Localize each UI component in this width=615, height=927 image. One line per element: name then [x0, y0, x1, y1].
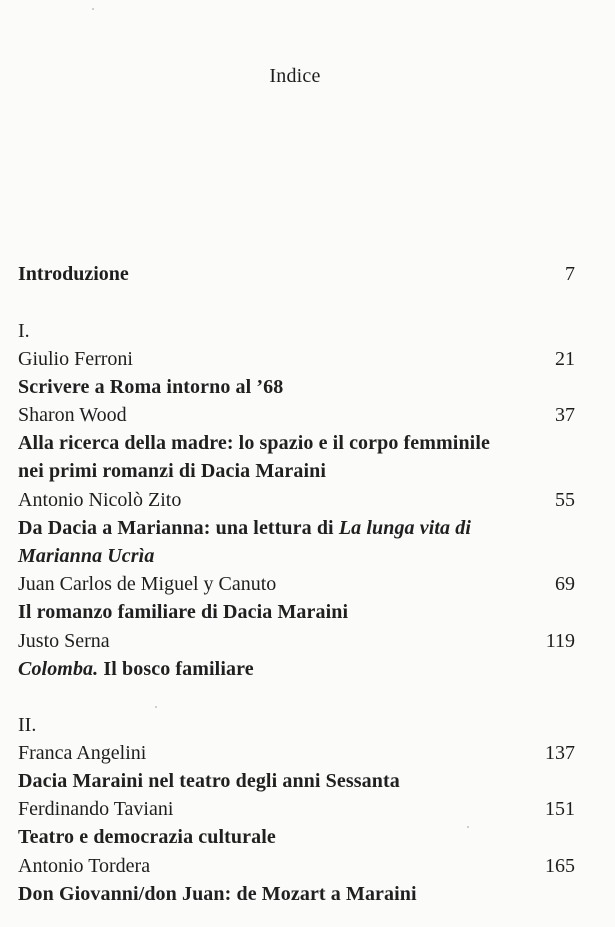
page-serna: 119 — [545, 630, 575, 652]
scan-speck — [92, 8, 94, 10]
scan-speck — [155, 706, 157, 708]
author-de-miguel: Juan Carlos de Miguel y Canuto — [18, 573, 277, 595]
essay-de-miguel: Il romanzo familiare di Dacia Maraini — [18, 601, 349, 623]
essay-serna-rest: Il bosco familiare — [98, 658, 254, 680]
page-title: Indice — [269, 65, 321, 87]
essay-serna — [18, 655, 254, 683]
page-de-miguel: 69 — [555, 573, 575, 595]
author-serna: Justo Serna — [18, 630, 110, 652]
essay-zito-italic-title: La lunga vita di — [338, 517, 471, 539]
author-zito: Antonio Nicolò Zito — [18, 489, 182, 511]
page-wood: 37 — [555, 404, 575, 426]
page-taviani: 151 — [545, 798, 575, 820]
author-tordera: Antonio Tordera — [18, 855, 151, 877]
page-tordera: 165 — [545, 855, 575, 877]
author-wood: Sharon Wood — [18, 404, 127, 426]
introduction-page: 7 — [565, 263, 575, 285]
page-angelini: 137 — [545, 742, 575, 764]
introduction-label: Introduzione — [18, 263, 129, 285]
essay-zito-line-2 — [18, 542, 154, 570]
essay-zito-prefix: Da Dacia a Marianna: una lettura di — [18, 517, 339, 539]
author-taviani: Ferdinando Taviani — [18, 798, 174, 820]
essay-tordera: Don Giovanni/don Juan: de Mozart a Maraini — [18, 883, 417, 905]
page-ferroni: 21 — [555, 348, 575, 370]
essay-serna-italic: Colomba. — [18, 658, 99, 680]
essay-zito-italic-title-cont: Marianna Ucrìa — [18, 545, 155, 567]
essay-wood-line-2: nei primi romanzi di Dacia Maraini — [18, 460, 327, 482]
essay-wood-line-1: Alla ricerca della madre: lo spazio e il corpo femminile — [18, 432, 490, 454]
page-zito: 55 — [555, 489, 575, 511]
section-two-numeral: II. — [18, 714, 37, 736]
author-angelini: Franca Angelini — [18, 742, 147, 764]
essay-taviani: Teatro e democrazia culturale — [18, 826, 276, 848]
essay-angelini: Dacia Maraini nel teatro degli anni Sessanta — [18, 770, 400, 792]
scan-speck — [467, 826, 469, 828]
author-ferroni: Giulio Ferroni — [18, 348, 133, 370]
essay-ferroni: Scrivere a Roma intorno al ’68 — [18, 376, 284, 398]
essay-zito-line-1 — [18, 514, 471, 542]
section-one-numeral: I. — [18, 320, 30, 342]
